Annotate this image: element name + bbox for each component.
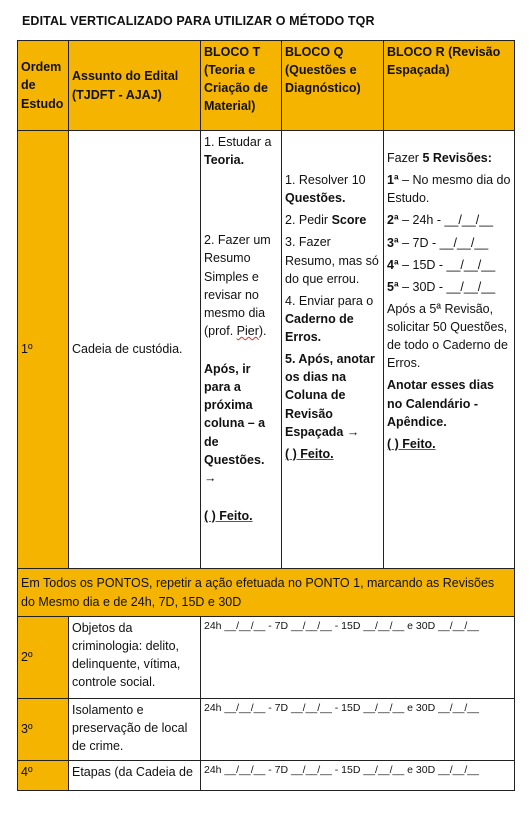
row-1-bloco-q [282, 131, 384, 569]
r-after-text: Após a 5ª Revisão, solicitar 50 Questões, de todo o Caderno de Erros. [387, 301, 508, 371]
row-1-bloco-t [201, 131, 282, 569]
row-1-assunto: Cadeia de custódia. [69, 131, 201, 569]
document-title: EDITAL VERTICALIZADO PARA UTILIZAR O MÉTODO TQR [22, 14, 375, 28]
header-bloco-t: BLOCO T (Teoria e Criação de Material) [201, 41, 282, 131]
row-3-datas[interactable]: 24h __/__/__ - 7D __/__/__ - 15D __/__/__ e 30D __/__/__ [201, 699, 515, 761]
header-row [18, 41, 515, 131]
t-step2-text: 2. Fazer um Resumo Simples e revisar no mesmo dia (prof. [204, 233, 271, 338]
t-step2-end: ). [258, 323, 267, 338]
r-revision-5: 5ª – 30D - __/__/__ [387, 279, 496, 294]
r-feito-checkbox[interactable]: ( ) Feito. [387, 436, 436, 451]
table-row-4 [18, 761, 515, 791]
q-step1-text: 1. Resolver 10 [285, 173, 366, 187]
edital-table [17, 40, 515, 791]
table-row-1 [18, 131, 515, 569]
row-1-ordem: 1º [18, 131, 69, 569]
t-step1-bold: Teoria. [204, 153, 245, 168]
r-intro-bold: 5 Revisões: [422, 151, 492, 165]
arrow-icon: → [204, 470, 217, 485]
span-row [18, 569, 515, 617]
q-step5-text: 5. Após, anotar os dias na Coluna de Revisão Espaçada → [285, 352, 375, 439]
row-3-ordem: 3º [18, 699, 69, 761]
r-revision-4: 4ª – 15D - __/__/__ [387, 257, 496, 272]
q-feito-checkbox[interactable]: ( ) Feito. [285, 446, 334, 461]
t-feito-checkbox[interactable]: ( ) Feito. [204, 508, 253, 523]
table-row-2 [18, 617, 515, 699]
header-bloco-q: BLOCO Q (Questões e Diagnóstico) [282, 41, 384, 131]
t-step3-text: Após, ir para a próxima coluna – a de Questões. [204, 362, 266, 467]
table-row-3 [18, 699, 515, 761]
r-intro-text: Fazer [387, 151, 423, 165]
row-1-bloco-r [384, 131, 515, 569]
header-bloco-r: BLOCO R (Revisão Espaçada) [384, 41, 515, 131]
row-4-datas[interactable]: 24h __/__/__ - 7D __/__/__ - 15D __/__/__ e 30D __/__/__ [201, 761, 515, 791]
row-2-assunto: Objetos da criminologia: delito, delinquente, vítima, controle social. [69, 617, 201, 699]
r-calendar-text: Anotar esses dias no Calendário - Apêndice. [387, 378, 494, 429]
q-step3-text: 3. Fazer Resumo, mas só do que errou. [285, 235, 379, 286]
row-3-assunto: Isolamento e preservação de local de crime. [69, 699, 201, 761]
header-assunto: Assunto do Edital (TJDFT - AJAJ) [69, 41, 201, 131]
row-2-ordem: 2º [18, 617, 69, 699]
t-step2-name: Pier [236, 323, 259, 338]
q-step4-text: 4. Enviar para o [285, 293, 374, 308]
r-revision-1: 1ª – No mesmo dia do Estudo. [387, 173, 511, 206]
row-4-ordem: 4º [18, 761, 69, 791]
t-step1-text: 1. Estudar a [204, 135, 272, 149]
q-step2-text: 2. Pedir [285, 213, 332, 228]
row-4-assunto: Etapas (da Cadeia de [69, 761, 201, 791]
q-step4-bold: Caderno de Erros. [285, 311, 354, 344]
r-revision-3: 3ª – 7D - __/__/__ [387, 235, 489, 250]
header-ordem: Ordem de Estudo [18, 41, 69, 131]
r-revision-2: 2ª – 24h - __/__/__ [387, 213, 494, 228]
row-2-datas[interactable]: 24h __/__/__ - 7D __/__/__ - 15D __/__/__ e 30D __/__/__ [201, 617, 515, 699]
q-step1-bold: Questões. [285, 191, 346, 206]
q-step2-bold: Score [331, 213, 367, 228]
span-row-text: Em Todos os PONTOS, repetir a ação efetuada no PONTO 1, marcando as Revisões do Mesmo dia e de 24h, 7D, 15D e 30D [18, 569, 515, 617]
